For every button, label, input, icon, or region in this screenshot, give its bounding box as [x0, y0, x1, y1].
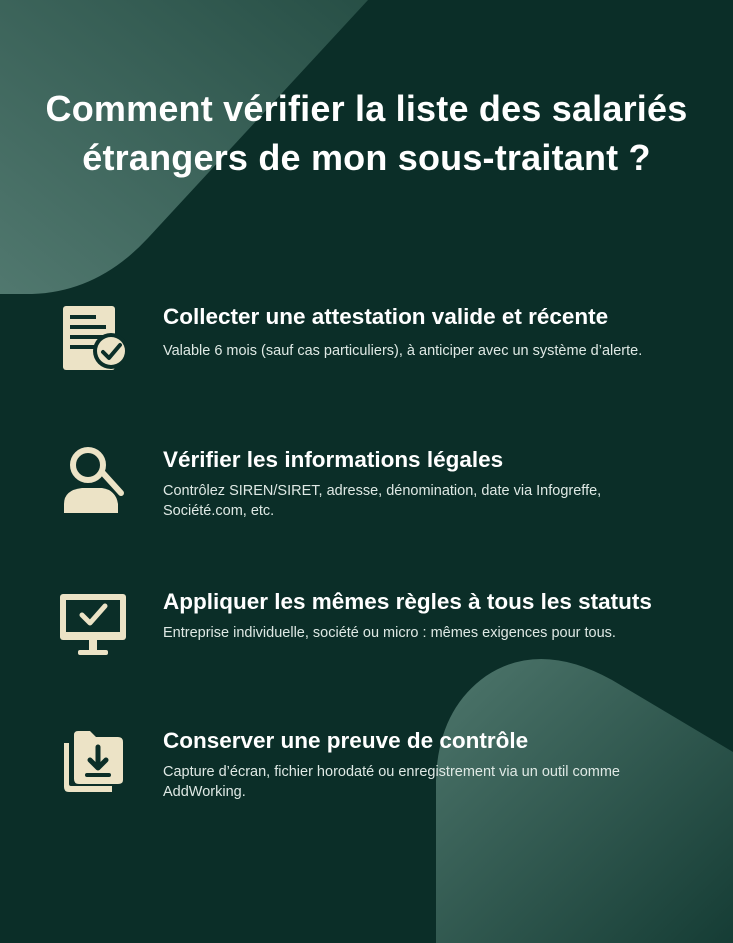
item-heading: Appliquer les mêmes règles à tous les statuts: [163, 589, 652, 614]
item-description: Contrôlez SIREN/SIRET, adresse, dénomination, date via Infogreffe, Société.com, etc.: [163, 483, 602, 519]
list-item: [58, 588, 718, 688]
item-heading: Vérifier les informations légales: [163, 447, 504, 472]
item-heading: Conserver une preuve de contrôle: [163, 728, 529, 753]
document-check-icon: [58, 306, 130, 378]
folder-download-icon: [58, 727, 130, 799]
list-item: [58, 306, 718, 406]
item-description: Capture d’écran, fichier horodaté ou enregistrement via un outil comme AddWorking.: [163, 764, 620, 800]
list-item: [58, 727, 718, 827]
list-item: [58, 446, 718, 546]
item-description: Entreprise individuelle, société ou micro : mêmes exigences pour tous.: [163, 625, 616, 641]
user-search-icon: [58, 446, 130, 518]
item-heading: Collecter une attestation valide et récente: [163, 304, 609, 329]
item-description: Valable 6 mois (sauf cas particuliers), à anticiper avec un système d’alerte.: [163, 343, 643, 359]
monitor-check-icon: [58, 588, 130, 660]
page-title: Comment vérifier la liste des salariés étrangers de mon sous-traitant ?: [45, 88, 688, 178]
